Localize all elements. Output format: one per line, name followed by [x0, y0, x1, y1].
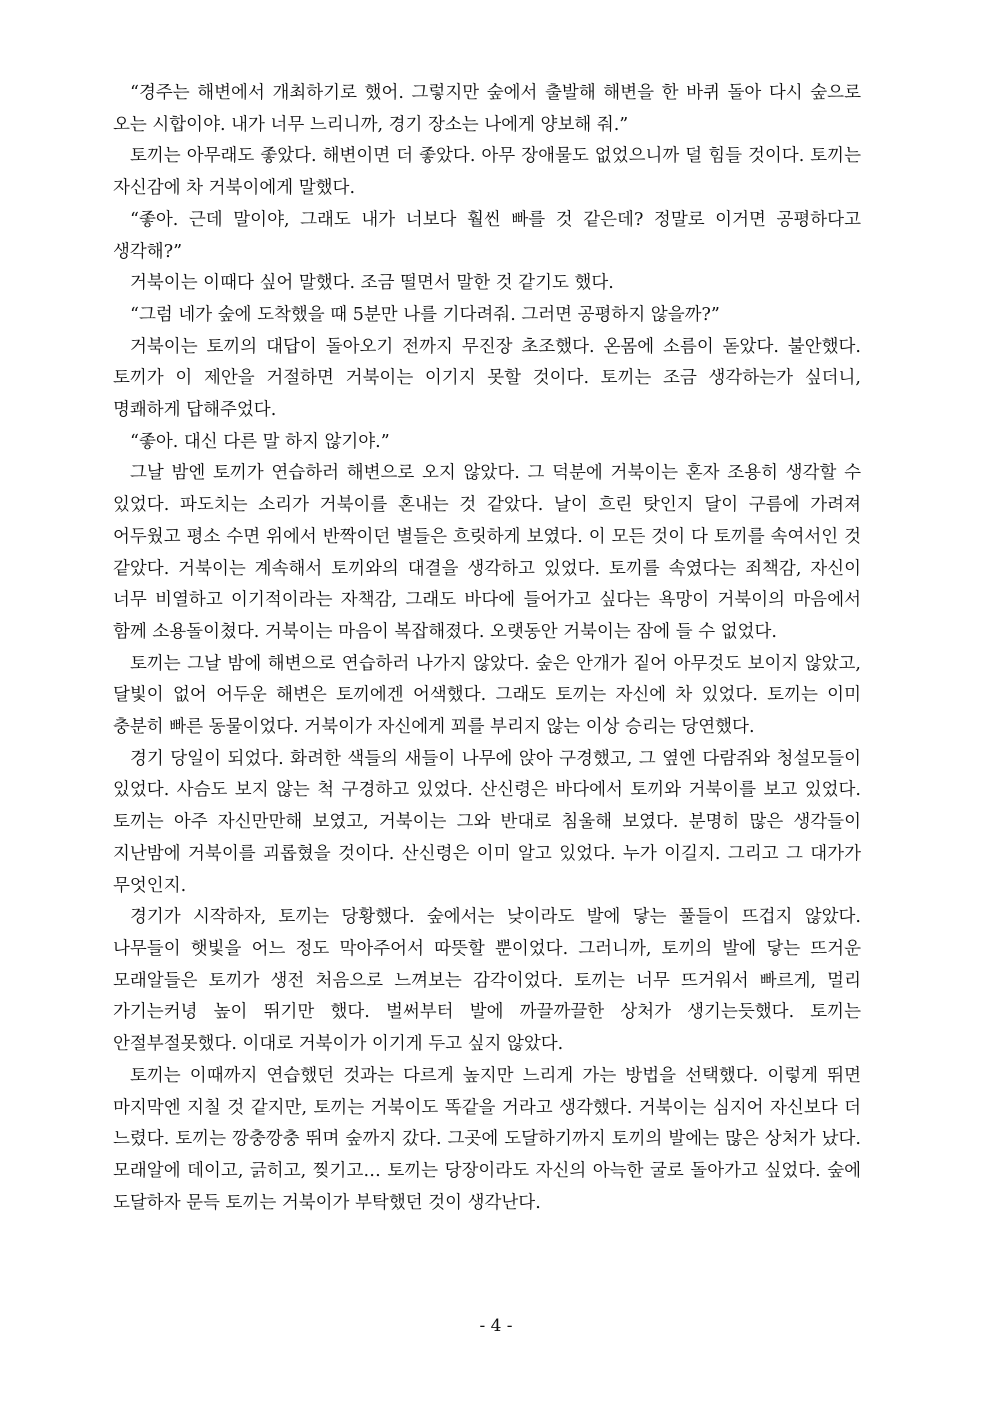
- paragraph-3: “좋아. 근데 말이야, 그래도 내가 너보다 훨씬 빠를 것 같은데? 정말로 이거면 공평하다고 생각해?”: [113, 209, 861, 262]
- paragraph-1: “경주는 해변에서 개최하기로 했어. 그렇지만 숲에서 출발해 해변을 한 바퀴 돌아 다시 숲으로 오는 시합이야. 내가 너무 느리니까, 경기 장소는 나에게 양보해 줘.”: [113, 83, 861, 135]
- paragraph-7: “좋아. 대신 다른 말 하지 않기야.”: [130, 431, 390, 452]
- paragraph-8: 그날 밤엔 토끼가 연습하러 해변으로 오지 않았다. 그 덕분에 거북이는 혼자 조용히 생각할 수 있었다. 파도치는 소리가 거북이를 혼내는 것 같았다. 날이 흐린 탓인지 달이 구름에 가려져 어두웠고 평소 수면 위에서 반짝이던 별들은 흐릿하게 보였다. 이 모든 것이 다 토끼를 속여서인 것 같았다. 거북이는 계속해서 토끼와의 대결을 생각하고 있었다. 토끼를 속였다는 죄책감, 자신이 너무 비열하고 이기적이라는 자책감, 그래도 바다에 들어가고 싶다는 욕망이 거북이의 마음에서 함께 소용돌이쳤다. 거북이는 마음이 복잡해졌다. 오랫동안 거북이는 잠에 들 수 없었다.: [113, 463, 861, 642]
- paragraph-6: 거북이는 토끼의 대답이 돌아오기 전까지 무진장 초조했다. 온몸에 소름이 돋았다. 불안했다. 토끼가 이 제안을 거절하면 거북이는 이기지 못할 것이다. 토끼는 조금 생각하는가 싶더니, 명쾌하게 답해주었다.: [113, 336, 861, 421]
- paragraph-12: 토끼는 이때까지 연습했던 것과는 다르게 높지만 느리게 가는 방법을 선택했다. 이렇게 뛰면 마지막엔 지칠 것 같지만, 토끼는 거북이도 똑같을 거라고 생각했다. 거북이는 심지어 자신보다 더 느렸다. 토끼는 깡충깡충 뛰며 숲까지 갔다. 그곳에 도달하기까지 토끼의 발에는 많은 상처가 났다. 모래알에 데이고, 긁히고, 찢기고… 토끼는 당장이라도 자신의 아늑한 굴로 돌아가고 싶었다. 숲에 도달하자 문득 토끼는 거북이가 부탁했던 것이 생각난다.: [113, 1065, 861, 1213]
- paragraph-5: “그럼 네가 숲에 도착했을 때 5분만 나를 기다려줘. 그러면 공평하지 않을까?”: [130, 304, 720, 325]
- page-number: - 4 -: [479, 1316, 513, 1336]
- paragraph-2: 토끼는 아무래도 좋았다. 해변이면 더 좋았다. 아무 장애물도 없었으니까 덜 힘들 것이다. 토끼는 자신감에 차 거북이에게 말했다.: [113, 146, 861, 199]
- paragraph-10: 경기 당일이 되었다. 화려한 색들의 새들이 나무에 앉아 구경했고, 그 옆엔 다람쥐와 청설모들이 있었다. 사슴도 보지 않는 척 구경하고 있었다. 산신령은 바다에서 토끼와 거북이를 보고 있었다. 토끼는 아주 자신만만해 보였고, 거북이는 그와 반대로 침울해 보였다. 분명히 많은 생각들이 지난밤에 거북이를 괴롭혔을 것이다. 산신령은 이미 알고 있었다. 누가 이길지. 그리고 그 대가가 무엇인지.: [113, 748, 861, 896]
- paragraph-4: 거북이는 이때다 싶어 말했다. 조금 떨면서 말한 것 같기도 했다.: [130, 273, 614, 294]
- paragraph-9: 토끼는 그날 밤에 해변으로 연습하러 나가지 않았다. 숲은 안개가 짙어 아무것도 보이지 않았고, 달빛이 없어 어두운 해변은 토끼에겐 어색했다. 그래도 토끼는 자신에 차 있었다. 토끼는 이미 충분히 빠른 동물이었다. 거북이가 자신에게 꾀를 부리지 않는 이상 승리는 당연했다.: [113, 653, 861, 738]
- story-text: [113, 78, 861, 1219]
- paragraph-11: 경기가 시작하자, 토끼는 당황했다. 숲에서는 낮이라도 발에 닿는 풀들이 뜨겁지 않았다. 나무들이 햇빛을 어느 정도 막아주어서 따뜻할 뿐이었다. 그러니까, 토끼의 발에 닿는 뜨거운 모래알들은 토끼가 생전 처음으로 느껴보는 감각이었다. 토끼는 너무 뜨거워서 빠르게, 멀리 가기는커녕 높이 뛰기만 했다. 벌써부터 발에 까끌까끌한 상처가 생기는듯했다. 토끼는 안절부절못했다. 이대로 거북이가 이기게 두고 싶지 않았다.: [113, 907, 861, 1055]
